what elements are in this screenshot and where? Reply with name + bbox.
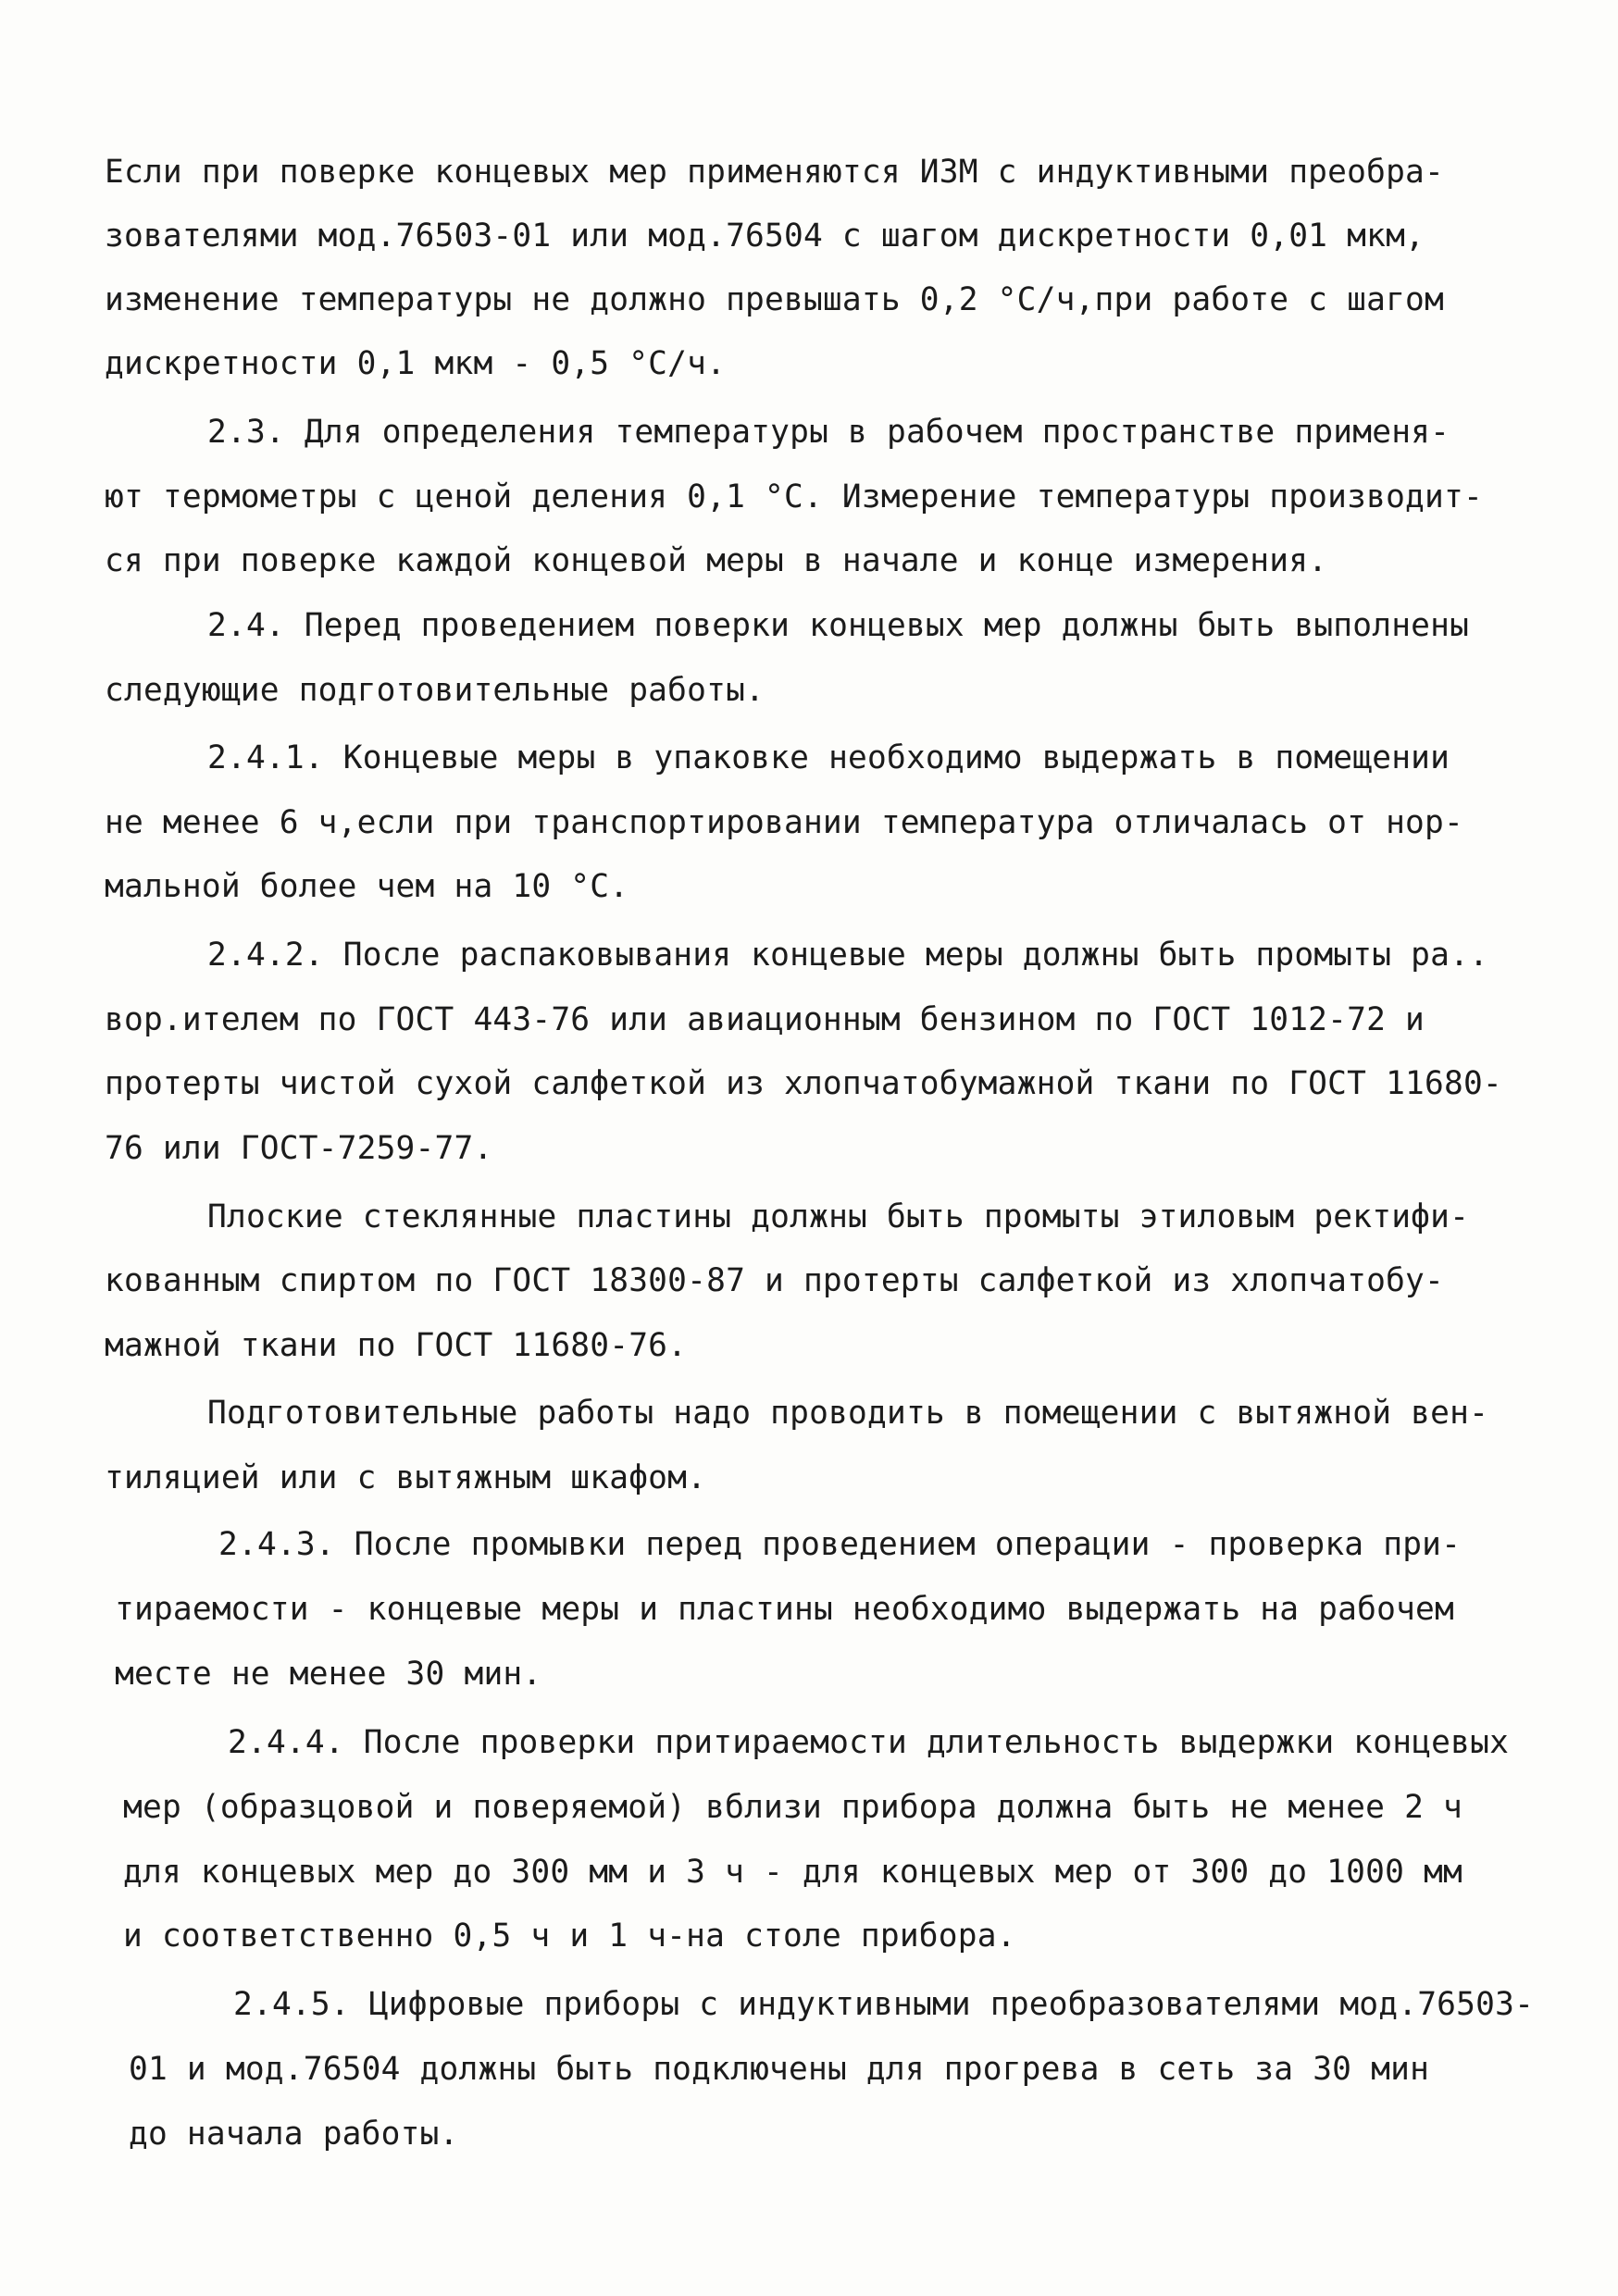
section-2-3-line: 2.3. Для определения температуры в рабочем пространстве применя- — [207, 414, 1450, 451]
plates-paragraph-line: кованным спиртом по ГОСТ 18300-87 и протерты салфеткой из хлопчатобу- — [105, 1262, 1444, 1299]
section-2-4-2-line: вор.ителем по ГОСТ 443-76 или авиационным бензином по ГОСТ 1012-72 и — [105, 1001, 1425, 1038]
section-2-4-3-line: тираемости - концевые меры и пластины необходимо выдержать на рабочем — [115, 1591, 1454, 1628]
section-2-4-5-line: до начала работы. — [129, 2116, 459, 2153]
section-2-4-line: следующие подготовительные работы. — [105, 672, 765, 709]
section-2-3-line: ют термометры с ценой деления 0,1 °С. Измерение температуры производит- — [105, 478, 1483, 515]
section-2-4-2-line: 76 или ГОСТ-7259-77. — [105, 1130, 493, 1167]
intro-line: дискретности 0,1 мкм - 0,5 °С/ч. — [105, 345, 727, 382]
section-2-4-2-line: 2.4.2. После распаковывания концевые меры должны быть промыты ра.. — [207, 937, 1489, 974]
section-2-4-4-line: 2.4.4. После проверки притираемости длительность выдержки концевых — [228, 1724, 1510, 1761]
plates-paragraph-line: мажной ткани по ГОСТ 11680-76. — [105, 1327, 688, 1364]
intro-line: зователями мод.76503-01 или мод.76504 с шагом дискретности 0,01 мкм, — [105, 217, 1425, 254]
section-2-4-4-line: и соответственно 0,5 ч и 1 ч-на столе прибора. — [123, 1917, 1016, 1955]
prep-paragraph-line: Подготовительные работы надо проводить в помещении с вытяжной вен- — [207, 1395, 1489, 1432]
section-2-4-3-line: месте не менее 30 мин. — [115, 1656, 542, 1693]
section-2-4-5-line: 2.4.5. Цифровые приборы с индуктивными преобразователями мод.76503- — [233, 1986, 1535, 2023]
section-2-4-4-line: для концевых мер до 300 мм и 3 ч - для концевых мер от 300 до 1000 мм — [123, 1854, 1462, 1891]
prep-paragraph-line: тиляцией или с вытяжным шкафом. — [105, 1459, 707, 1496]
section-2-4-1-line: 2.4.1. Концевые меры в упаковке необходимо выдержать в помещении — [207, 739, 1450, 776]
intro-line: изменение температуры не должно превышать 0,2 °С/ч,при работе с шагом — [105, 281, 1444, 318]
section-2-4-5-line: 01 и мод.76504 должны быть подключены для прогрева в сеть за 30 мин — [129, 2051, 1430, 2088]
section-2-4-4-line: мер (образцовой и поверяемой) вблизи прибора должна быть не менее 2 ч — [123, 1789, 1462, 1826]
section-2-4-3-line: 2.4.3. После промывки перед проведением операции - проверка при- — [218, 1526, 1462, 1563]
plates-paragraph-line: Плоские стеклянные пластины должны быть промыты этиловым ректифи- — [207, 1198, 1470, 1235]
section-2-4-line: 2.4. Перед проведением поверки концевых мер должны быть выполнены — [207, 607, 1470, 644]
section-2-3-line: ся при поверке каждой концевой меры в начале и конце измерения. — [105, 542, 1328, 579]
section-2-4-1-line: мальной более чем на 10 °С. — [105, 868, 629, 905]
section-2-4-1-line: не менее 6 ч,если при транспортировании температура отличалась от нор- — [105, 804, 1463, 841]
intro-line: Если при поверке концевых мер применяются ИЗМ с индуктивными преобра- — [105, 154, 1444, 191]
section-2-4-2-line: протерты чистой сухой салфеткой из хлопчатобумажной ткани по ГОСТ 11680- — [105, 1065, 1502, 1102]
